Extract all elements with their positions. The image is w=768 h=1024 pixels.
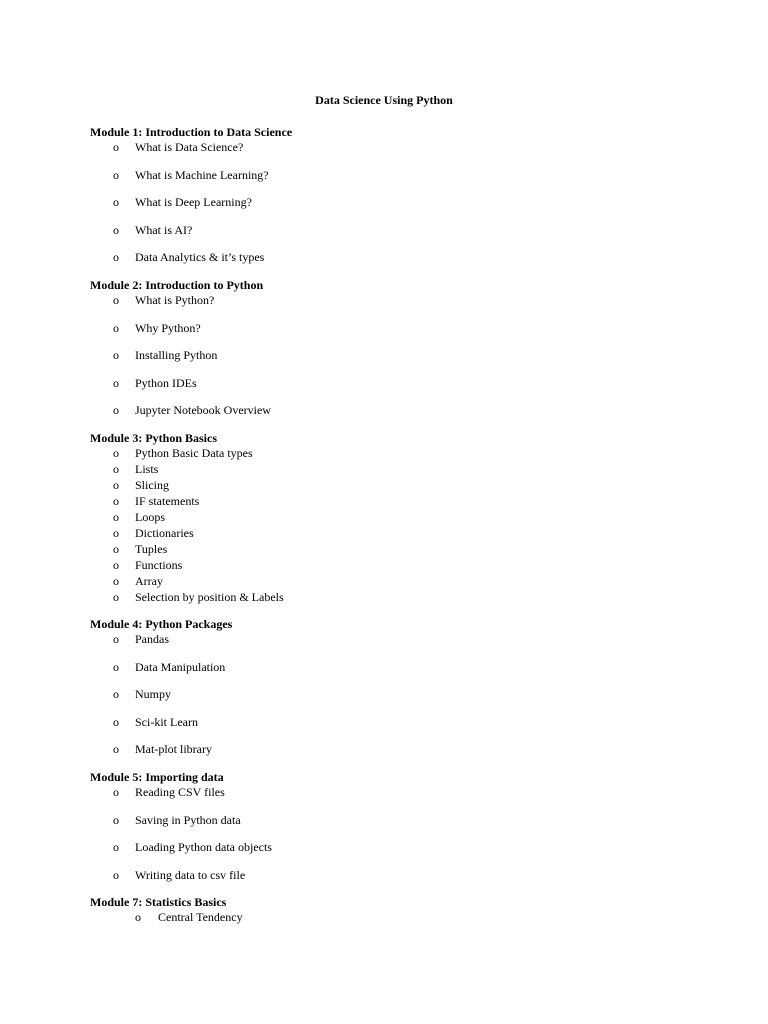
- module-heading: Module 3: Python Basics: [90, 431, 218, 445]
- list-item: [90, 477, 217, 493]
- list-item-text: Loops: [135, 510, 165, 524]
- bullet-icon: o: [113, 222, 119, 237]
- list-item-text: IF statements: [135, 494, 200, 508]
- module-heading: Module 1: Introduction to Data Science: [90, 125, 293, 139]
- bullet-icon: o: [113, 590, 119, 604]
- list-item: [90, 292, 263, 320]
- bullet-icon: o: [113, 632, 119, 646]
- list-item: [90, 167, 292, 195]
- list-item: [90, 347, 263, 375]
- bullet-icon: o: [113, 574, 119, 588]
- list-item: [90, 493, 217, 509]
- list-item: [90, 784, 224, 812]
- list-item-text: Writing data to csv file: [135, 867, 246, 882]
- bullet-icon: o: [113, 812, 119, 827]
- module-heading: Module 7: Statistics Basics: [90, 895, 227, 909]
- bullet-icon: o: [113, 542, 119, 556]
- list-item: [90, 631, 232, 659]
- bullet-icon: o: [113, 526, 119, 540]
- list-item-text: Saving in Python data: [135, 812, 241, 827]
- bullet-icon: o: [113, 785, 119, 799]
- list-item: [90, 686, 232, 714]
- list-item-text: Sci-kit Learn: [135, 714, 198, 729]
- bullet-icon: o: [113, 320, 119, 335]
- list-item: [90, 589, 284, 605]
- bullet-icon: o: [113, 659, 119, 674]
- list-item: [90, 909, 243, 925]
- list-item-text: What is Data Science?: [135, 140, 244, 154]
- list-item: [90, 445, 253, 461]
- list-item: [90, 222, 292, 250]
- list-item-text: Reading CSV files: [135, 785, 225, 799]
- list-item-text: Loading Python data objects: [135, 840, 272, 855]
- module-heading: Module 5: Importing data: [90, 770, 224, 784]
- module-7: [90, 894, 243, 925]
- list-item: [90, 541, 217, 557]
- bullet-icon: o: [113, 510, 119, 524]
- list-item-text: What is Machine Learning?: [135, 167, 269, 182]
- bullet-icon: o: [113, 714, 119, 729]
- list-item: [90, 320, 263, 348]
- list-item-text: Tuples: [135, 542, 168, 556]
- list-item-text: Slicing: [135, 478, 170, 492]
- list-item: [90, 139, 292, 167]
- module-5: [90, 769, 272, 894]
- list-item-text: Data Analytics & it’s types: [135, 250, 265, 265]
- bullet-icon: o: [113, 195, 119, 210]
- bullet-icon: o: [113, 293, 119, 307]
- bullet-icon: o: [135, 910, 141, 924]
- list-item-text: Why Python?: [135, 320, 201, 335]
- list-item-text: Functions: [135, 558, 183, 572]
- list-item: [90, 375, 263, 403]
- list-item-text: Python Basic Data types: [135, 446, 253, 460]
- list-item-text: Selection by position & Labels: [135, 590, 284, 604]
- list-item-text: Lists: [135, 462, 159, 476]
- list-item: [90, 659, 232, 687]
- bullet-icon: o: [113, 558, 119, 572]
- bullet-icon: o: [113, 250, 119, 265]
- list-item: [90, 839, 272, 867]
- module-4: [90, 616, 232, 769]
- list-item: [90, 525, 217, 541]
- list-item-text: Dictionaries: [135, 526, 194, 540]
- list-item-text: Pandas: [135, 632, 169, 646]
- list-item-text: What is Deep Learning?: [135, 195, 252, 210]
- list-item-text: Python IDEs: [135, 375, 197, 390]
- bullet-icon: o: [113, 167, 119, 182]
- list-item: [90, 573, 217, 589]
- bullet-icon: o: [113, 403, 119, 418]
- list-item: [90, 194, 292, 222]
- bullet-icon: o: [113, 348, 119, 363]
- bullet-icon: o: [113, 742, 119, 757]
- bullet-icon: o: [113, 478, 119, 492]
- list-item-text: Central Tendency: [158, 910, 243, 924]
- list-item: [90, 867, 246, 895]
- module-3: [90, 430, 284, 605]
- list-item: [90, 509, 217, 525]
- bullet-icon: o: [113, 494, 119, 508]
- list-item: [90, 812, 241, 840]
- bullet-icon: o: [113, 867, 119, 882]
- module-2: [90, 277, 271, 430]
- list-item: [90, 557, 217, 573]
- list-item-text: Numpy: [135, 687, 171, 702]
- list-item: [90, 461, 217, 477]
- list-item-text: What is Python?: [135, 293, 215, 307]
- module-1: [90, 124, 292, 277]
- list-item: [90, 714, 232, 742]
- bullet-icon: o: [113, 140, 119, 154]
- bullet-icon: o: [113, 840, 119, 855]
- bullet-icon: o: [113, 375, 119, 390]
- bullet-icon: o: [113, 462, 119, 476]
- document-title: Data Science Using Python: [315, 93, 453, 107]
- bullet-icon: o: [113, 687, 119, 702]
- list-item: [90, 402, 271, 430]
- bullet-icon: o: [113, 446, 119, 460]
- list-item: [90, 249, 292, 277]
- list-item-text: Array: [135, 574, 163, 588]
- list-item-text: Mat-plot library: [135, 742, 212, 757]
- list-item-text: Data Manipulation: [135, 659, 226, 674]
- list-item-text: What is AI?: [135, 222, 193, 237]
- list-item-text: Installing Python: [135, 348, 218, 363]
- module-heading: Module 4: Python Packages: [90, 617, 233, 631]
- module-heading: Module 2: Introduction to Python: [90, 278, 264, 292]
- list-item-text: Jupyter Notebook Overview: [135, 403, 271, 418]
- list-item: [90, 741, 232, 769]
